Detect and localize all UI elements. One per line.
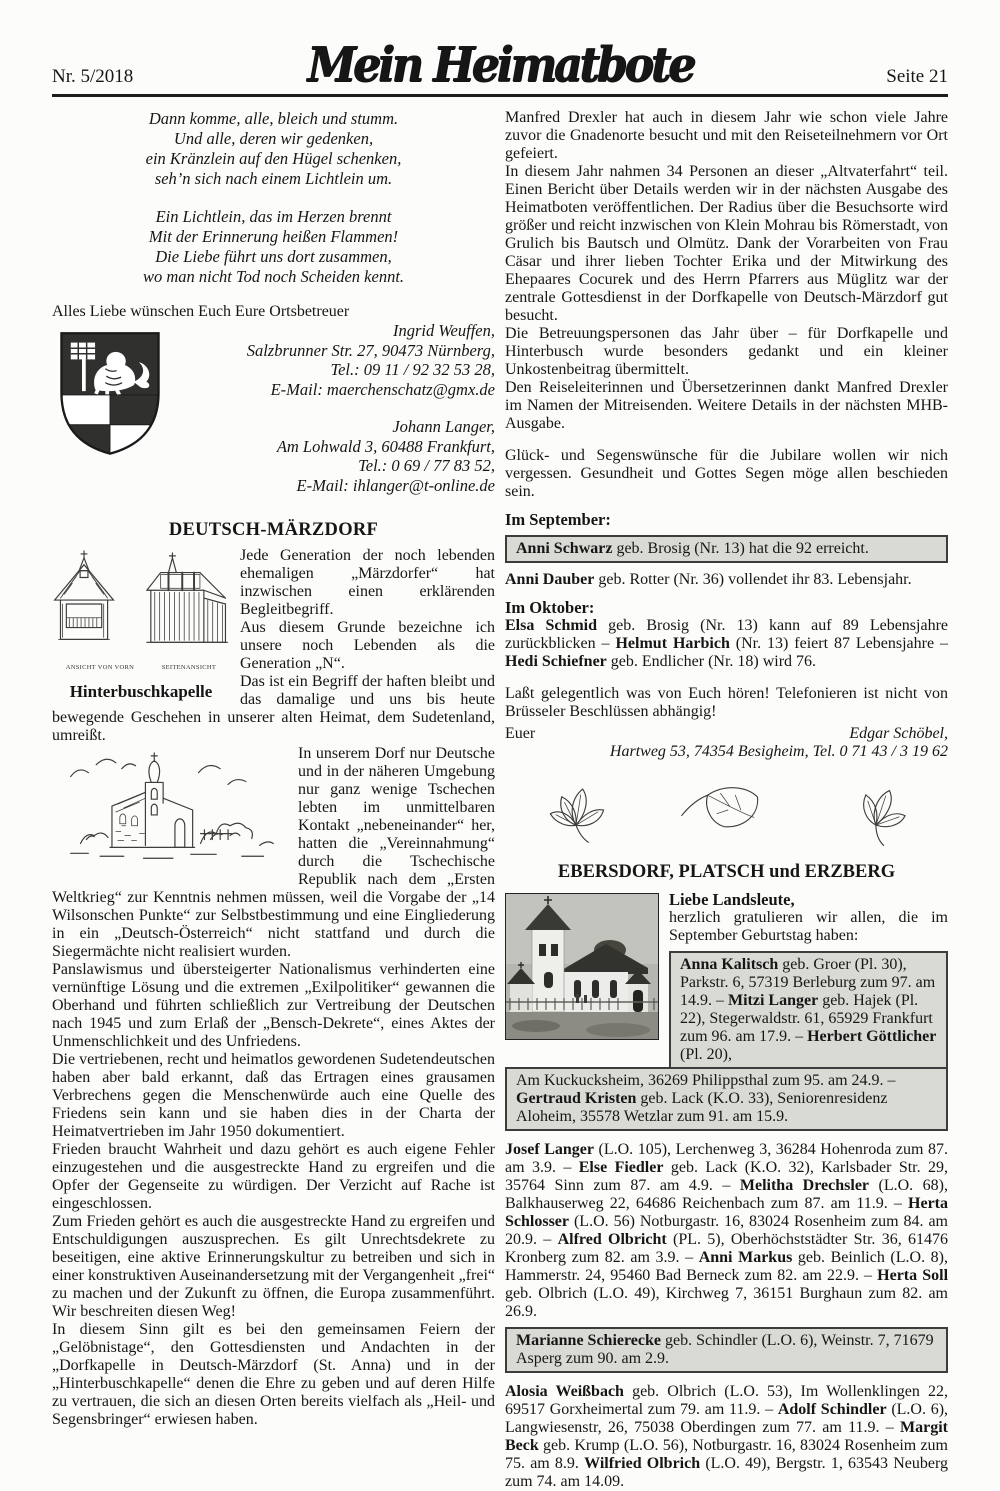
leaf-icon-2	[675, 773, 779, 847]
paragraph: Die vertriebenen, recht und heimatlos gewordenen Sudetendeutschen haben aber bald erkannt, daß das Ertragen eines grausamen Verbrechens gegen die Menschenwürde auch eine Quelle des Friedens sein kann und sie haben dies in der Charta der Heimatvertrieben im Jahr 1950 dokumentiert.	[52, 1051, 495, 1140]
farewell-paragraph: Laßt gelegentlich was von Euch hören! Telefonieren ist nicht von Brüsseler Beschlüssen abhängig!	[505, 685, 948, 720]
contact-phone: Tel.: 0 69 / 77 83 52,	[358, 456, 495, 475]
signoff-address: Hartweg 53, 74354 Besigheim, Tel. 0 71 43 / 3 19 62	[609, 743, 948, 760]
ebersdorf-flow	[505, 891, 948, 1131]
coat-of-arms-image	[54, 327, 166, 459]
contact-name: Ingrid Weuffen,	[392, 321, 495, 340]
figure-subcaptions	[52, 659, 230, 677]
page-number: Seite 21	[886, 66, 948, 87]
two-column-layout	[52, 109, 948, 1491]
contact-street: Am Lohwald 3, 60488 Frankfurt,	[276, 436, 495, 456]
paragraph: Frieden braucht Wahrheit und dazu gehört es auch eigene Fehler einzugestehen und die ausgestreckte Hand zu ergreifen und die Opfer der Gegenseite zu würdigen. Der Verzicht auf Rache ist eingeschlossen.	[52, 1141, 495, 1212]
church-photo-graphic	[506, 894, 658, 1039]
poem-line: wo man nicht Tod noch Scheiden kennt.	[142, 267, 405, 286]
paragraph: In diesem Sinn gilt es bei den gemeinsamen Feiern der „Gelöbnistage“, den Gottesdiensten und Andachten in der „Dorfkapelle in Deutsch-Märzdorf (St. Anna) und in der „Hinterbuschkapelle“ denen die Ehre zu geben und auf deren Hilfe zu vertrauen, die sich an diesen Orten bereits vielfach als „Heil- und Segensbringer“ erwiesen haben.	[52, 1321, 495, 1428]
contact-email: E-Mail: maerchenschatz@gmx.de	[270, 379, 495, 399]
poem-line: Mit der Erinnerung heißen Flammen!	[148, 227, 399, 246]
birthday-list-1: Josef Langer (L.O. 105), Lerchenweg 3, 36284 Hohenroda zum 87. am 3.9. – Else Fiedler geb. Lack (K.O. 32), Karlsbader Str. 29, 35764 Sinn zum 87. am 4.9. – Melitha Drechsler (L.O. 68), Balkhauserweg 22, 64686 Reichenbach zum 87. am 11.9. – Herta Schlosser (L.O. 56) Notburgastr. 16, 83024 Rosenheim zum 84. am 20.9. – Alfred Olbricht (PL. 5), Oberhöchststädter Str. 36, 61476 Kronberg zum 82. am 3.9. – Anni Markus geb. Beinlich (L.O. 8), Hammerstr. 24, 95460 Bad Berneck zum 82. am 22.9. – Herta Soll geb. Olbrich (L.O. 49), Kirchweg 7, 36151 Burghaun zum 82. am 26.9.	[505, 1141, 949, 1320]
paragraph: Die Betreuungspersonen das Jahr über – für Dorfkapelle und Hinterbusch wurde besonders gedankt und ein kleiner Unkostenbeitrag übermittelt.	[505, 325, 948, 378]
contact-email: E-Mail: ihlanger@t-online.de	[296, 475, 495, 495]
paragraph: Zum Frieden gehört es auch die ausgestreckte Hand zu ergreifen und Entschuldigungen auszusprechen. Es gilt Unrechtsdekrete zu beseitigen, eine aktive Erinnerungskultur zu betreiben und sich in einer konstruktiven Auseinandersetzung mit der Vergangenheit „frei“ zu machen und der Zukunft zu öffnen, die Europa zusammenführt. Wir beschreiten diesen Weg!	[52, 1213, 495, 1320]
poem-line: Und alle, deren wir gedenken,	[173, 129, 374, 148]
subcaption-front-view: ANSICHT VON VORN	[65, 664, 135, 671]
church-photo	[505, 893, 659, 1040]
schwarz-highlight-box: Anni Schwarz geb. Brosig (Nr. 13) hat die 92 erreicht.	[505, 535, 948, 563]
article-flow	[52, 547, 495, 1429]
signoff-name: Edgar Schöbel,	[849, 725, 948, 742]
left-column	[52, 109, 495, 1491]
section-title-ebersdorf: EBERSDORF, PLATSCH und ERZBERG	[557, 862, 896, 882]
chapel-drawings	[52, 549, 230, 659]
coat-of-arms-graphic	[54, 327, 166, 459]
hinterbuschkapelle-figure	[52, 549, 230, 701]
poem-line: Ein Lichtlein, das im Herzen brennt	[155, 207, 392, 226]
landsleute-salutation: Liebe Landsleute,	[669, 890, 795, 909]
paragraph: Jede Generation der noch lebenden ehemaligen „Märzdorfer“ hat inzwischen einen erklärenden Begleitbegriff.	[240, 547, 495, 618]
kalitsch-box-lower: Am Kuckucksheim, 36269 Philippsthal zum 95. am 24.9. – Gertraud Kristen geb. Lack (K.O. 33), Seniorenresidenz Aloheim, 35578 Wetzlar zum 91. am 15.9.	[505, 1067, 948, 1131]
village-sketch-graphic	[52, 749, 290, 872]
october-heading: Im Oktober:	[505, 598, 595, 617]
paragraph: In unserem Dorf nur Deutsche und in der näheren Umgebung nur ganz wenige Tschechen lebten im unmittelbaren Kontakt „nebeneinander“ her, hatten die „Vereinnahmung“ durch die Tschechische Republik nach dem „Ersten Weltkrieg“ zur Kenntnis nehmen müssen, weil die Vorgabe der „14 Wilsonschen Punkte“ zur Selbstbestimmung und eine Eingliederung in ein „Deutsch-Österreich“ nicht stattfand und durch die Siegermächte nicht realisiert wurden.	[52, 745, 495, 960]
issue-number: Nr. 5/2018	[52, 66, 134, 87]
leaf-icon-3	[834, 772, 920, 848]
contact-phone: Tel.: 09 11 / 92 32 53 28,	[330, 360, 495, 379]
newspaper-logo: Mein Heimatbote	[307, 37, 693, 93]
masthead	[52, 30, 948, 93]
paragraph: Glück- und Segenswünsche für die Jubilare wollen wir nich vergessen. Gesundheit und Gottes Segen möge allen beschieden sein.	[505, 447, 948, 500]
poem-stanza-2	[52, 207, 495, 287]
contact-name: Johann Langer,	[392, 417, 495, 436]
paragraph: In diesem Jahr nahmen 34 Personen an dieser „Altvaterfahrt“ teil. Einen Bericht über Details werden wir in der nächsten Ausgabe des Heimatboten veröffentlichen. Der Radius über die Besuchsorte wird größer und reicht inzwischen von Klein Mohrau bis Römerstadt, von Grulich bis Bautsch und Olmütz. Dank der Vorarbeiten von Frau Cäsar und ihrer lieben Tochter Erika und der Mitwirkung des Ehepaares Cocurek und des Herrn Pfarrers aus Müglitz war der zentrale Gottesdienst in der Dorfkapelle von Deutsch-Märzdorf gut besucht.	[505, 163, 948, 324]
paragraph: Das ist ein Begriff der haften bleibt und das damalige und uns bis heute bewegende Geschehen in unserer alten Heimat, dem Sudetenland, umreißt.	[52, 673, 495, 744]
paragraph: Den Reiseleiterinnen und Übersetzerinnen dankt Manfred Drexler im Namen der Mitreisenden. Weitere Details in der nächsten MHB-Ausgabe.	[505, 379, 948, 432]
landsleute-intro: herzlich gratulieren wir allen, die im September Geburtstag haben:	[669, 909, 948, 944]
poem-line: Dann komme, alle, bleich und stumm.	[148, 109, 399, 128]
paragraph: Manfred Drexler hat auch in diesem Jahr wie schon viele Jahre zuvor die Gnadenorte besucht und mit den Reiseteilnehmern vor Ort gefeiert.	[505, 109, 948, 162]
section-title-maerzdorf: DEUTSCH-MÄRZDORF	[168, 520, 379, 540]
contact-street: Salzbrunner Str. 27, 90473 Nürnberg,	[246, 340, 495, 360]
right-column	[505, 109, 948, 1491]
poem-line: seh’n sich nach einem Lichtlein um.	[154, 169, 393, 188]
dauber-line: Anni Dauber geb. Rotter (Nr. 36) vollendet ihr 83. Lebensjahr.	[505, 571, 912, 588]
october-paragraph: Elsa Schmid geb. Brosig (Nr. 13) kann auf 89 Lebensjahre zurückblicken – Helmut Harbich (Nr. 13) feiert 87 Lebensjahre – Hedi Schiefner geb. Endlicher (Nr. 18) wird 76.	[505, 617, 949, 670]
signoff-row	[505, 725, 948, 743]
subcaption-side-view: SEITENANSICHT	[161, 664, 217, 671]
paragraph: Panslawismus und übersteigerter Nationalismus verhinderten eine vernünftige Lösung und die extremen „Exilpolitiker“ gewannen die Oberhand und führten schließlich zur Vertreibung der Deutschen nach 1945 und zum Erlaß der „Bensch-Dekrete“, eines Aktes der Unmenschlichkeit und des Unfriedens.	[52, 961, 495, 1050]
masthead-rule	[52, 94, 948, 97]
leaf-decoration-row	[505, 761, 948, 853]
birthday-list-2: Alosia Weißbach geb. Olbrich (L.O. 53), Im Wollenklingen 22, 69517 Gorxheimertal zum 79. am 11.9. – Adolf Schindler (L.O. 6), Langwiesenstr, 26, 75038 Oberdingen zum 77. am 11.9. – Margit Beck geb. Krump (L.O. 56), Notburgastr. 16, 83024 Rosenheim zum 75. am 8.9. Wilfried Olbrich (L.O. 49), Bergstr. 1, 63543 Neuberg zum 74. am 14.09.	[505, 1383, 949, 1490]
kalitsch-box-upper: Anna Kalitsch geb. Groer (Pl. 30), Parkstr. 6, 57319 Berleburg zum 97. am 14.9. – Mitzi Langer geb. Hajek (Pl. 22), Stegerwaldstr. 61, 65929 Frankfurt zum 96. am 17.9. – Herbert Göttlicher (Pl. 20),	[669, 951, 948, 1069]
leaf-icon-1	[533, 772, 619, 848]
poem-line: Die Liebe führt uns dort zusammen,	[155, 247, 392, 266]
paragraph: Aus diesem Grunde bezeichne ich unsere noch Lebenden als die Generation „N“.	[240, 619, 495, 672]
greeting-line: Alles Liebe wünschen Euch Eure Ortsbetreuer	[52, 303, 350, 320]
september-heading: Im September:	[505, 510, 611, 529]
village-church-sketch	[52, 749, 290, 872]
signoff-euer: Euer	[505, 725, 536, 742]
schierecke-highlight-box: Marianne Schierecke geb. Schindler (L.O. 6), Weinstr. 7, 71679 Asperg zum 90. am 2.9.	[505, 1327, 948, 1373]
poem-line: ein Kränzlein auf den Hügel schenken,	[145, 149, 402, 168]
figure-caption: Hinterbuschkapelle	[69, 682, 213, 701]
poem-stanza-1	[52, 109, 495, 189]
